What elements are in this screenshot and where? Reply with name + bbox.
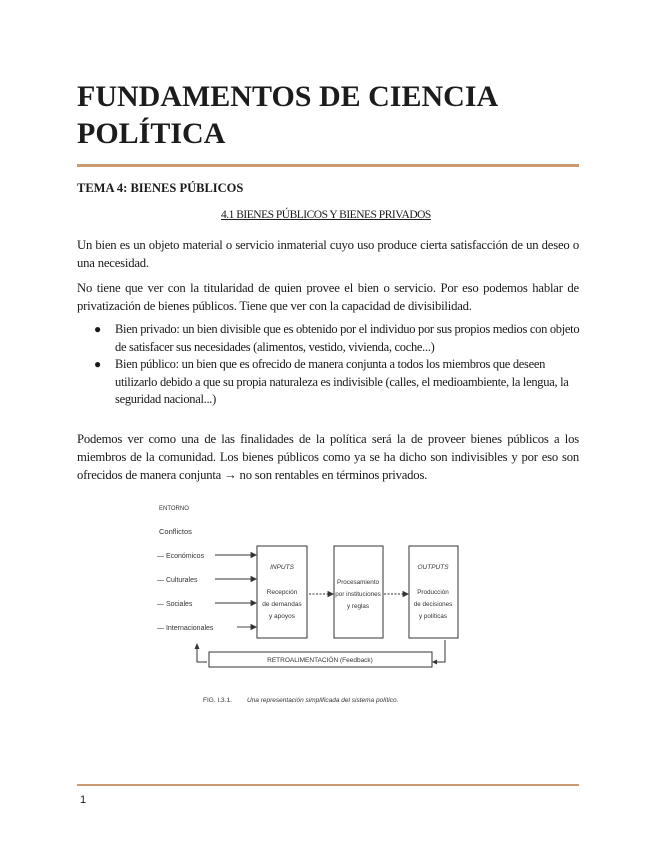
diagram-input-sociales: — Sociales [157, 601, 193, 608]
diagram-caption-text: Una representación simplificada del sistema político. [247, 697, 399, 704]
diagram-conflictos-label: Conflictos [159, 527, 192, 536]
diagram-feedback-arrowhead [195, 643, 200, 649]
list-item [94, 356, 587, 409]
diagram-process-line-1: Procesamiento [337, 579, 379, 586]
footer-divider [77, 784, 579, 786]
goods-list [77, 321, 587, 409]
diagram-feedback-arrowhead [432, 660, 437, 665]
diagram-outputs-title: OUTPUTS [417, 564, 449, 571]
list-item-text: Bien público: un bien que es ofrecido de manera conjunta a todos los miembros que deseen utilizarlo debido a que su propia naturaleza es indivisible (calles, el medioambiente, la lengua, la seguridad nacional...) [115, 357, 569, 406]
diagram-outputs-line-3: y políticas [419, 613, 447, 620]
bullet-icon: ● [94, 357, 101, 371]
list-item-text: Bien privado: un bien divisible que es obtenido por el individuo por sus propios medios con objeto de satisfacer sus necesidades (alimentos, vestido, vivienda, coche...) [115, 322, 580, 354]
diagram-feedback-label: RETROALIMENTACIÓN (Feedback) [267, 657, 373, 664]
diagram-inputs-line-2: de demandas [262, 601, 302, 608]
paragraph-definition: Un bien es un objeto material o servicio inmaterial cuyo uso produce cierta satisfacción de un deseo o una necesidad. [77, 238, 579, 270]
diagram-entorno-label: ENTORNO [159, 506, 189, 512]
list-item [94, 321, 587, 356]
title-line-1: FUNDAMENTOS DE CIENCIA [77, 80, 499, 113]
document-title [77, 78, 587, 152]
diagram-input-internacionales: — Internacionales [157, 625, 214, 632]
header-divider [77, 164, 579, 167]
subsection-heading: 4.1 BIENES PÚBLICOS Y BIENES PRIVADOS [221, 209, 431, 221]
diagram-process-line-2: por instituciones [335, 591, 381, 598]
diagram-outputs-line-1: Producción [417, 589, 449, 596]
diagram-process-line-3: y reglas [346, 603, 370, 610]
section-heading: TEMA 4: BIENES PÚBLICOS [77, 181, 244, 195]
title-line-2: POLÍTICA [77, 117, 226, 150]
diagram-caption-fig: FIG. I.3.1. [203, 697, 232, 704]
political-system-diagram [145, 498, 465, 713]
diagram-inputs-line-3: y apoyos [268, 613, 296, 620]
diagram-input-economicos: — Económicos [157, 553, 205, 560]
paragraph-divisibility: No tiene que ver con la titularidad de quien provee el bien o servicio. Por eso podemos hablar de privatización de bienes públicos. Tiene que ver con la capacidad de divisibilidad. [77, 281, 579, 313]
diagram-inputs-line-1: Recepción [266, 589, 298, 596]
diagram-outputs-line-2: de decisiones [413, 601, 453, 608]
paragraph-public-goods: Podemos ver como una de las finalidades de la política será la de proveer bienes públicos a los miembros de la comunidad. Los bienes públicos como ya se ha dicho son indivisibles y por eso son ofrecidos de manera conjunta → no son rentables en términos privados. [77, 432, 579, 482]
diagram-input-culturales: — Culturales [157, 577, 198, 584]
page-number: 1 [80, 794, 87, 806]
diagram-inputs-title: INPUTS [270, 564, 294, 571]
diagram-input-arrows [215, 553, 256, 630]
bullet-icon: ● [94, 322, 101, 336]
